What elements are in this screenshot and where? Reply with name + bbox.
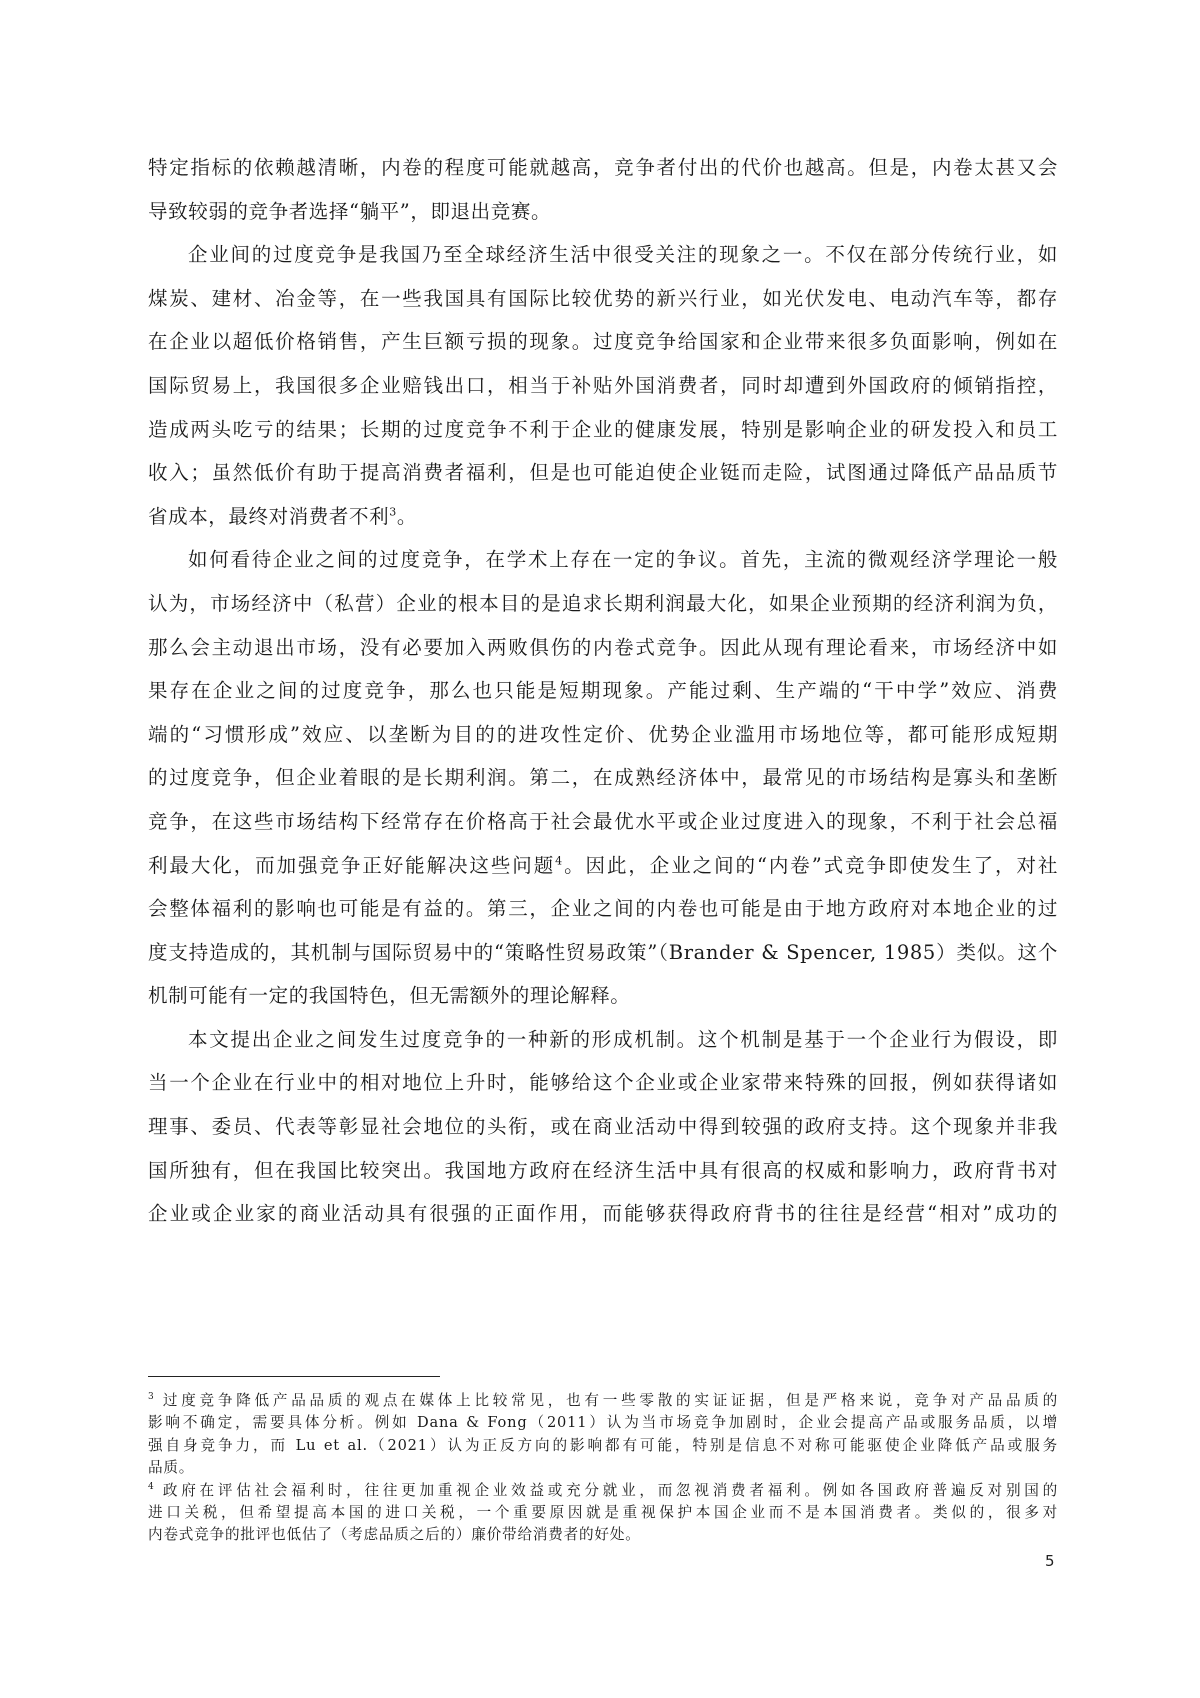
footnote-line [148, 1390, 1058, 1412]
page-number: 5 [1045, 1552, 1055, 1570]
text-line: 导致较弱的竞争者选择“躺平”，即退出竞赛。 [148, 199, 552, 223]
text-line: 当一个企业在行业中的相对地位上升时，能够给这个企业或企业家带来特殊的回报，例如获得诸如 [148, 1071, 1058, 1095]
text-fragment: 。因此，企业之间的“内卷”式竞争即使发生了，对社 [562, 853, 1058, 877]
text-line: 那么会主动退出市场，没有必要加入两败俱伤的内卷式竞争。因此从现有理论看来，市场经济中如 [148, 635, 1058, 659]
paragraph-1 [148, 150, 1058, 237]
footnote-ref-4[interactable]: 4 [555, 854, 563, 867]
text-line: 国际贸易上，我国很多企业赔钱出口，相当于补贴外国消费者，同时却遭到外国政府的倾销指控， [148, 373, 1058, 397]
text-line: 机制可能有一定的我国特色，但无需额外的理论解释。 [148, 984, 631, 1008]
footnote-line: 进口关税，但希望提高本国的进口关税，一个重要原因就是重视保护本国企业而不是本国消费者。类似的，很多对 [148, 1503, 1058, 1521]
text-line: 在企业以超低价格销售，产生巨额亏损的现象。过度竞争给国家和企业带来很多负面影响，例如在 [148, 330, 1058, 354]
footnote-line [148, 1480, 1058, 1502]
text-line: 特定指标的依赖越清晰，内卷的程度可能就越高，竞争者付出的代价也越高。但是，内卷太甚又会 [148, 156, 1058, 179]
paragraph-3 [148, 542, 1058, 1022]
footnote-number: 3 [148, 1392, 155, 1403]
footnote-line: 强自身竞争力，而 Lu et al.（2021）认为正反方向的影响都有可能，特别是信息不对称可能驱使企业降低产品或服务 [148, 1436, 1058, 1454]
paragraph-2 [148, 237, 1058, 542]
footnote-4 [148, 1480, 1058, 1547]
footnote-3 [148, 1390, 1058, 1480]
text-line: 如何看待企业之间的过度竞争，在学术上存在一定的争议。首先，主流的微观经济学理论一般 [188, 548, 1058, 572]
text-line: 端的“习惯形成”效应、以垄断为目的的进攻性定价、优势企业滥用市场地位等，都可能形成短期 [148, 722, 1058, 746]
text-fragment: 政府在评估社会福利时，往往更加重视企业效益或充分就业，而忽视消费者福利。例如各国政府普遍反对别国的 [154, 1481, 1058, 1499]
text-line: 煤炭、建材、冶金等，在一些我国具有国际比较优势的新兴行业，如光伏发电、电动汽车等，都存 [148, 286, 1058, 310]
text-line: 会整体福利的影响也可能是有益的。第三，企业之间的内卷也可能是由于地方政府对本地企业的过 [148, 897, 1058, 921]
text-fragment: 利最大化，而加强竞争正好能解决这些问题 [148, 853, 556, 877]
text-line: 本文提出企业之间发生过度竞争的一种新的形成机制。这个机制是基于一个企业行为假设，即 [188, 1027, 1058, 1051]
body-text [148, 150, 1058, 1240]
text-line: 造成两头吃亏的结果；长期的过度竞争不利于企业的健康发展，特别是影响企业的研发投入和员工 [148, 417, 1058, 441]
footnote-divider [148, 1376, 440, 1377]
text-line [148, 848, 1058, 892]
text-line: 理事、委员、代表等彰显社会地位的头衔，或在商业活动中得到较强的政府支持。这个现象并非我 [148, 1115, 1058, 1139]
text-line: 企业间的过度竞争是我国乃至全球经济生活中很受关注的现象之一。不仅在部分传统行业，如 [188, 243, 1058, 267]
footnote-number: 4 [148, 1481, 155, 1492]
paragraph-4 [148, 1022, 1058, 1240]
footnote-line: 品质。 [148, 1459, 195, 1477]
text-fragment: 省成本，最终对消费者不利 [148, 504, 390, 528]
footnote-line: 内卷式竞争的批评也低估了（考虑品质之后的）廉价带给消费者的好处。 [148, 1526, 641, 1544]
text-line: 认为，市场经济中（私营）企业的根本目的是追求长期利润最大化，如果企业预期的经济利润为负， [148, 591, 1058, 615]
text-line: 度支持造成的，其机制与国际贸易中的“策略性贸易政策”（Brander & Spencer, 1985）类似。这个 [148, 940, 1058, 964]
footnotes [148, 1390, 1058, 1547]
text-fragment: 。 [396, 504, 417, 528]
text-line: 国所独有，但在我国比较突出。我国地方政府在经济生活中具有很高的权威和影响力，政府背书对 [148, 1158, 1058, 1182]
text-line [148, 499, 1058, 543]
text-line: 企业或企业家的商业活动具有很强的正面作用，而能够获得政府背书的往往是经营“相对”成功的 [148, 1202, 1058, 1226]
text-line: 竞争，在这些市场结构下经常存在价格高于社会最优水平或企业过度进入的现象，不利于社会总福 [148, 809, 1058, 833]
text-line: 果存在企业之间的过度竞争，那么也只能是短期现象。产能过剩、生产端的“干中学”效应、消费 [148, 679, 1058, 703]
text-line: 收入；虽然低价有助于提高消费者福利，但是也可能迫使企业铤而走险，试图通过降低产品品质节 [148, 461, 1058, 485]
footnote-line: 影响不确定，需要具体分析。例如 Dana & Fong（2011）认为当市场竞争加剧时，企业会提高产品或服务品质，以增 [148, 1414, 1058, 1432]
text-line: 的过度竞争，但企业着眼的是长期利润。第二，在成熟经济体中，最常见的市场结构是寡头和垄断 [148, 766, 1058, 790]
footnote-ref-3[interactable]: 3 [389, 505, 397, 519]
text-fragment: 过度竞争降低产品品质的观点在媒体上比较常见，也有一些零散的实证证据，但是严格来说，竞争对产品品质的 [154, 1392, 1058, 1409]
